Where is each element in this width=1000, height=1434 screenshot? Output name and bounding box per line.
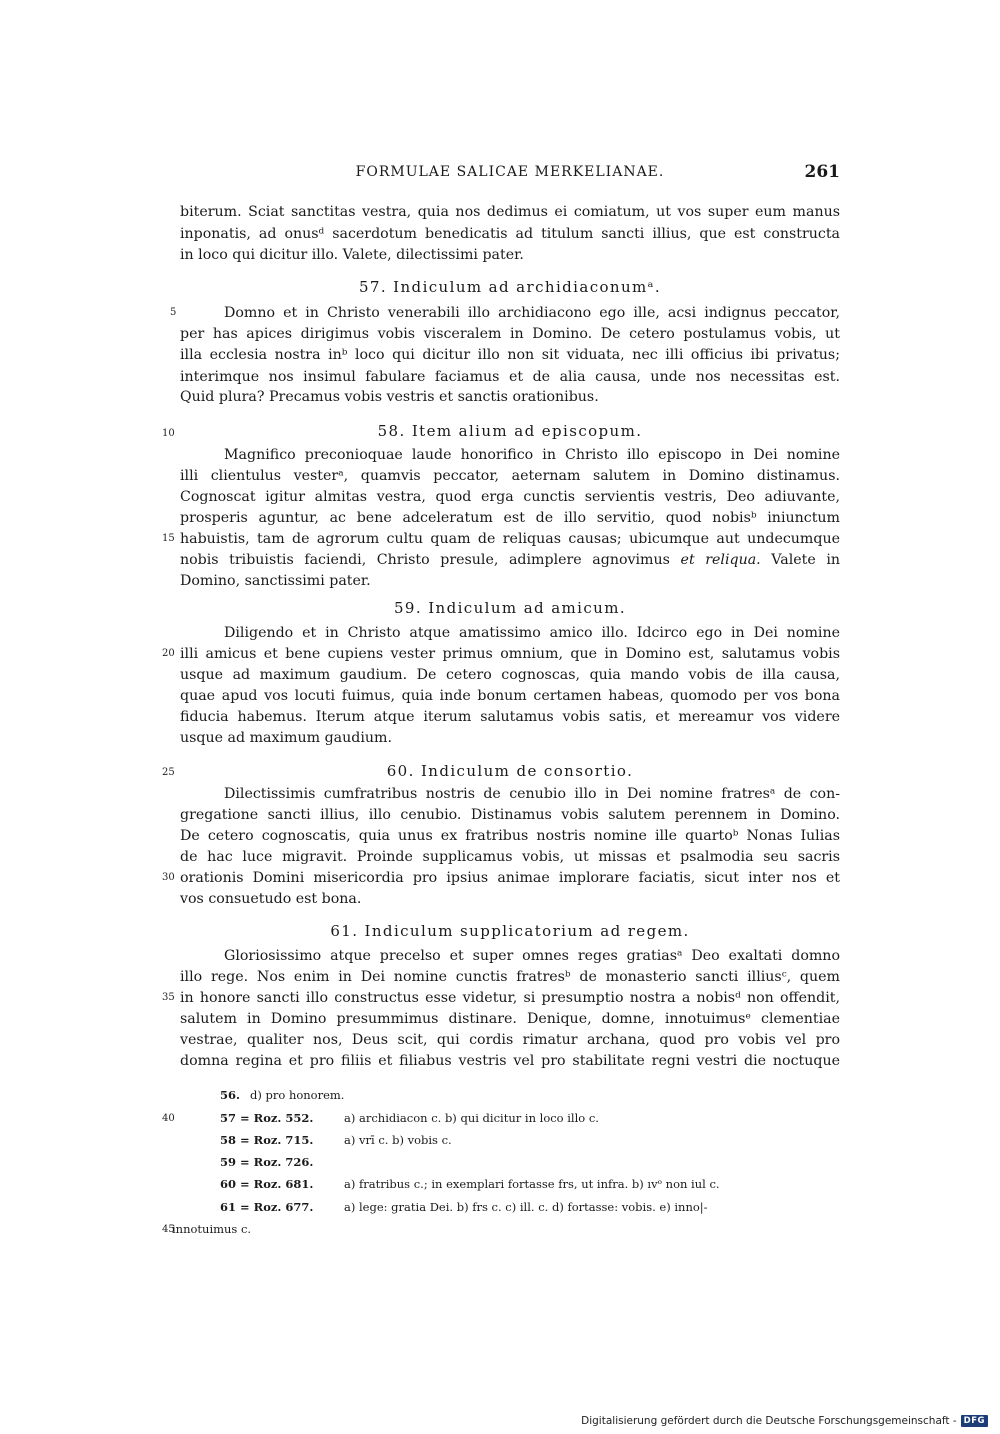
- text-line: illa ecclesia nostra inᵇ loco qui dicitur illo non sit viduata, nec illi officius ibi privatus;: [180, 347, 840, 363]
- text-line: prosperis aguntur, ac bene adceleratum est de illo servitio, quod nobisᵇ iniunctum: [180, 510, 840, 526]
- text-line: inponatis, ad onusᵈ sacerdotum benedicatis ad titulum sancti illius, que est constructa: [180, 226, 840, 242]
- footnote-key: 58 = Roz. 715.: [220, 1133, 314, 1147]
- line-number: 45: [162, 1224, 175, 1235]
- section-heading-60: 60. Indiculum de consortio.: [386, 762, 634, 780]
- text-line: Diligendo et in Christo atque amatissimo amico illo. Idcirco ego in Dei nomine: [224, 625, 840, 641]
- footnote-56: [180, 1085, 840, 1105]
- footer-text: Digitalisierung gefördert durch die Deutsche Forschungsgemeinschaft -: [581, 1415, 957, 1427]
- text-line: gregatione sancti illius, illo cenubio. Distinamus vobis salutem perennem in Domino.: [180, 807, 840, 823]
- text-line: illi clientulus vesterᵃ, quamvis peccator, aeternam salutem in Domino distinamus.: [180, 468, 840, 484]
- text-line: Cognoscat igitur almitas vestra, quod erga cunctis servientis vestris, Deo adiuvante,: [180, 489, 840, 505]
- text-line: in honore sancti illo constructus esse videtur, si presumptio nostra a nobisᵈ non offendit,: [180, 990, 840, 1006]
- line-number: 30: [162, 872, 175, 883]
- footnote-key: 60 = Roz. 681.: [220, 1177, 314, 1191]
- footnote-58: [180, 1130, 840, 1150]
- text-line: usque ad maximum gaudium. De cetero cognoscas, quia mando vobis de illa causa,: [180, 667, 840, 683]
- footnote-key: 56.: [220, 1088, 241, 1102]
- text-line: domna regina et pro filiis et filiabus vestris vel pro stabilitate regni vestri die noctuque: [180, 1053, 840, 1069]
- footnote-text: a) lege: gratia Dei. b) frs c. c) ill. c. d) fortasse: vobis. e) inno|-: [344, 1200, 708, 1214]
- footnote-text: innotuimus c.: [172, 1222, 252, 1236]
- footnote-text: a) vrī c. b) vobis c.: [344, 1133, 452, 1147]
- text-line: fiducia habemus. Iterum atque iterum salutamus vobis satis, et mereamur vos videre: [180, 709, 840, 725]
- text-line: biterum. Sciat sanctitas vestra, quia nos dedimus ei comiatum, ut vos super eum manus: [180, 204, 840, 220]
- text-line: Dilectissimis cumfratribus nostris de cenubio illo in Dei nomine fratresᵃ de con-: [224, 786, 840, 802]
- footnote-key: 61 = Roz. 677.: [220, 1200, 314, 1214]
- footnote-61: [180, 1197, 840, 1217]
- footnote-61-continued: [172, 1219, 840, 1239]
- line-number: 5: [170, 307, 177, 318]
- text-line: habuistis, tam de agrorum cultu quam de reliquas causas; ubicumque aut undecumque: [180, 531, 840, 547]
- page-header: [180, 164, 840, 186]
- text-line: Gloriosissimo atque precelso et super omnes reges gratiasᵃ Deo exaltati domno: [224, 948, 840, 964]
- text-line: per has apices dirigimus vobis visceralem in Domino. De cetero postulamus vobis, ut: [180, 326, 840, 342]
- text-line: orationis Domini misericordia pro ipsius animae implorare faciatis, sicut inter nos et: [180, 870, 840, 886]
- text-line: illi amicus et bene cupiens vester primus omnium, que in Domino est, salutamus vobis: [180, 646, 840, 662]
- italic-phrase: et reliqua.: [680, 552, 761, 568]
- section-heading-57: 57. Indiculum ad archidiaconumᵃ.: [358, 278, 662, 296]
- line-number: 15: [162, 533, 175, 544]
- text-line: de hac luce migravit. Proinde supplicamus vobis, ut missas et psalmodia seu sacris: [180, 849, 840, 865]
- line-number: 20: [162, 648, 175, 659]
- text-line: vestrae, qualiter nos, Deus scit, qui cordis rimatur archana, quod pro vobis vel pro: [180, 1032, 840, 1048]
- text-line: illo rege. Nos enim in Dei nomine cunctis fratresᵇ de monasterio sancti illiusᶜ, quem: [180, 969, 840, 985]
- dfg-logo-icon: DFG: [961, 1415, 988, 1427]
- section-heading-58: 58. Item alium ad episcopum.: [377, 422, 643, 440]
- text-line: Magnifico preconioquae laude honorifico in Christo illo episcopo in Dei nomine: [224, 447, 840, 463]
- section-heading-61: 61. Indiculum supplicatorium ad regem.: [330, 922, 690, 940]
- text-line: Quid plura? Precamus vobis vestris et sanctis orationibus.: [180, 389, 599, 405]
- footnote-key: 59 = Roz. 726.: [220, 1155, 314, 1169]
- line-number: 10: [162, 428, 175, 439]
- text-line: quae apud vos locuti fuimus, quia inde bonum certamen habeas, quomodo per vos bona: [180, 688, 840, 704]
- text-line: usque ad maximum gaudium.: [180, 730, 392, 746]
- footnote-59: [180, 1152, 840, 1172]
- text-line: in loco qui dicitur illo. Valete, dilectissimi pater.: [180, 247, 524, 263]
- text-line: salutem in Domino presummimus distinare. Denique, domne, innotuimusᵉ clementiae: [180, 1011, 840, 1027]
- line-number: 35: [162, 992, 175, 1003]
- line-number: 40: [162, 1113, 175, 1124]
- text-line: Domino, sanctissimi pater.: [180, 573, 371, 589]
- digitization-footer: [581, 1414, 988, 1428]
- text-line: [180, 549, 840, 571]
- footnote-text: a) archidiacon c. b) qui dicitur in loco illo c.: [344, 1111, 599, 1125]
- footnote-text: d) pro honorem.: [250, 1088, 345, 1102]
- footnote-60: [180, 1174, 840, 1194]
- section-heading-59: 59. Indiculum ad amicum.: [393, 599, 627, 617]
- running-title: FORMULAE SALICAE MERKELIANAE.: [355, 164, 665, 180]
- footnote-57: [180, 1108, 840, 1128]
- text-line: De cetero cognoscatis, quia unus ex fratribus nostris nomine ille quartoᵇ Nonas Iulias: [180, 828, 840, 844]
- text-span: nobis tribuistis faciendi, Christo presule, adimplere agnovimus: [180, 552, 670, 568]
- line-number: 25: [162, 767, 175, 778]
- text-line: Domno et in Christo venerabili illo archidiacono ego ille, acsi indignus peccator,: [224, 305, 840, 321]
- footnote-text: a) fratribus c.; in exemplari fortasse frs, ut infra. b) ıvᵒ non iul c.: [344, 1177, 720, 1191]
- text-span: Valete in: [771, 552, 841, 568]
- page-number: 261: [804, 162, 840, 182]
- text-line: vos consuetudo est bona.: [180, 891, 362, 907]
- footnote-key: 57 = Roz. 552.: [220, 1111, 314, 1125]
- text-line: interimque nos insimul fabulare faciamus et de alia causa, unde nos necessitas est.: [180, 369, 840, 385]
